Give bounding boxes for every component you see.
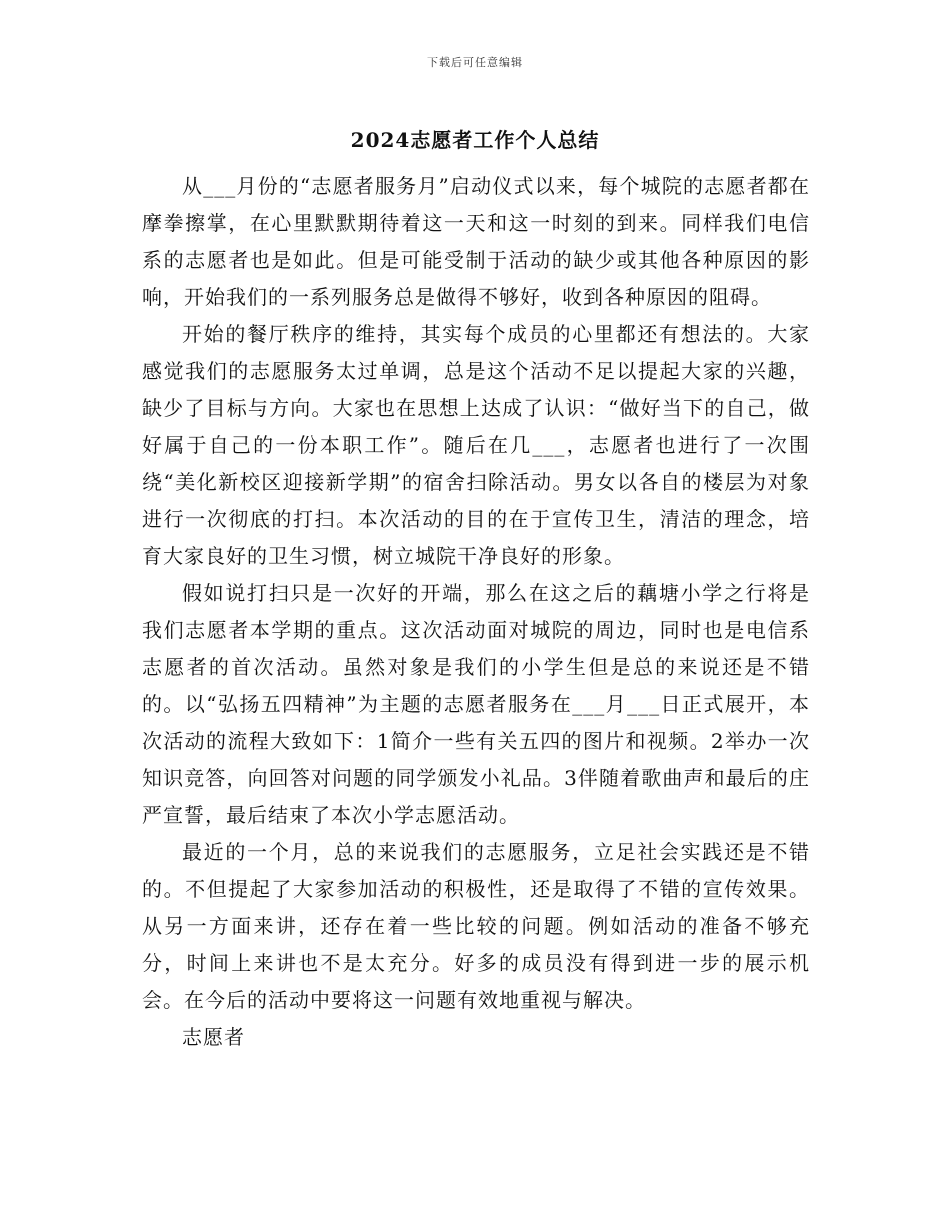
- paragraph-3: 假如说打扫只是一次好的开端，那么在这之后的藕塘小学之行将是我们志愿者本学期的重点。这次活动面对城院的周边，同时也是电信系志愿者的首次活动。虽然对象是我们的小学生但是总的来说还是不错的。以“弘扬五四精神”为主题的志愿者服务在___月___日正式展开，本次活动的流程大致如下：1简介一些有关五四的图片和视频。2举办一次知识竞答，向回答对问题的同学颁发小礼品。3伴随着歌曲声和最后的庄严宣誓，最后结束了本次小学志愿活动。: [142, 581, 810, 827]
- document-body: [142, 168, 810, 1056]
- header-note: 下载后可任意编辑: [427, 56, 523, 69]
- paragraph-1: 从___月份的“志愿者服务月”启动仪式以来，每个城院的志愿者都在摩拳擦掌，在心里默默期待着这一天和这一时刻的到来。同样我们电信系的志愿者也是如此。但是可能受制于活动的缺少或其他各种原因的影响，开始我们的一系列服务总是做得不够好，收到各种原因的阻碍。: [142, 174, 810, 309]
- signature-line: 志愿者: [182, 1025, 245, 1049]
- paragraph-4: 最近的一个月，总的来说我们的志愿服务，立足社会实践还是不错的。不但提起了大家参加活动的积极性，还是取得了不错的宣传效果。从另一方面来讲，还存在着一些比较的问题。例如活动的准备不够充分，时间上来讲也不是太充分。好多的成员没有得到进一步的展示机会。在今后的活动中要将这一问题有效地重视与解决。: [142, 840, 810, 1012]
- document-title: 2024志愿者工作个人总结: [350, 128, 600, 152]
- paragraph-2: 开始的餐厅秩序的维持，其实每个成员的心里都还有想法的。大家感觉我们的志愿服务太过单调，总是这个活动不足以提起大家的兴趣，缺少了目标与方向。大家也在思想上达成了认识：“做好当下的自己，做好属于自己的一份本职工作”。随后在几___，志愿者也进行了一次围绕“美化新校区迎接新学期”的宿舍扫除活动。男女以各自的楼层为对象进行一次彻底的打扫。本次活动的目的在于宣传卫生，清洁的理念，培育大家良好的卫生习惯，树立城院干净良好的形象。: [142, 322, 810, 568]
